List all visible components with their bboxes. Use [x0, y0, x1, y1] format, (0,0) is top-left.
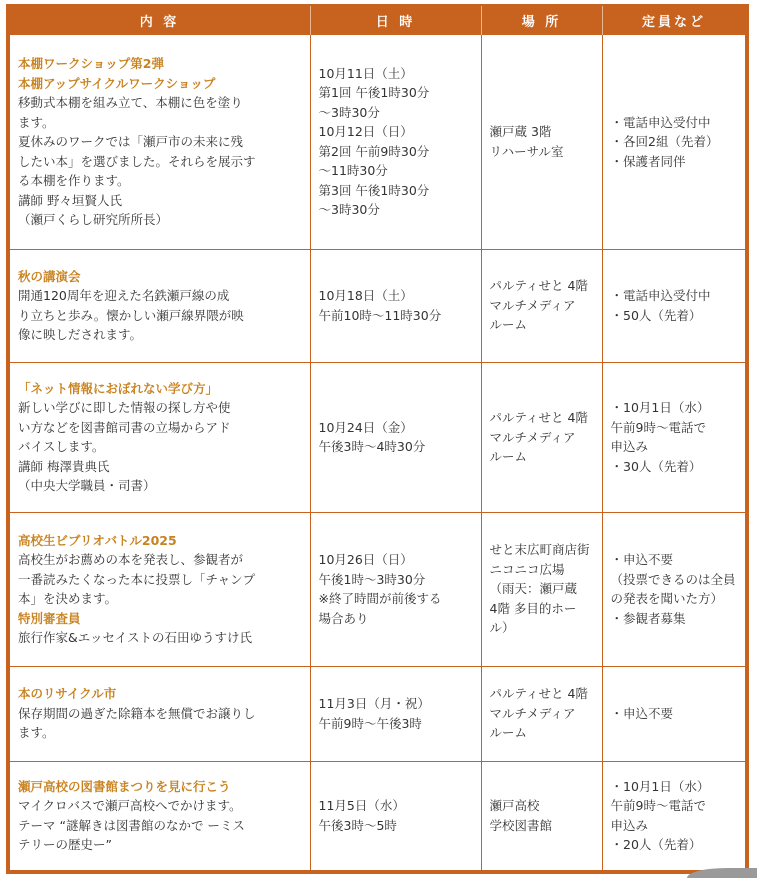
event-capacity-cell	[602, 35, 746, 250]
event-datetime-line: ～11時30分	[318, 163, 388, 179]
event-datetime-line: 午前9時～午後3時	[318, 715, 422, 731]
event-description-line: （中央大学職員・司書）	[18, 478, 156, 494]
event-place-line: 4階 多目的ホール）	[489, 600, 577, 636]
event-datetime-cell	[310, 35, 481, 250]
event-place-line: （雨天：瀬戸蔵	[489, 581, 578, 597]
event-capacity-line: 申込み	[610, 439, 649, 455]
event-capacity-cell	[602, 761, 746, 870]
event-content-cell	[10, 512, 311, 666]
event-description-line: バイスします。	[18, 439, 105, 455]
header-content: 内 容	[10, 6, 311, 35]
event-datetime-cell	[310, 761, 481, 870]
event-description-line: 一番読みたくなった本に投票し「チャンプ	[18, 571, 256, 587]
event-place-line: パルティせと 4階	[489, 278, 588, 294]
event-datetime-line: 第1回 午後1時30分	[318, 85, 430, 101]
event-place-line: パルティせと 4階	[489, 410, 588, 426]
event-datetime-cell	[310, 362, 481, 512]
table-row	[10, 35, 746, 250]
event-title: 「ネット情報におぼれない学び方」	[18, 380, 219, 396]
event-description-line: ます。	[18, 725, 55, 741]
event-place-line: 瀬戸蔵 3階	[489, 124, 552, 140]
event-datetime-line: 午後3時～4時30分	[318, 439, 426, 455]
event-datetime-line: 午後3時～5時	[318, 817, 397, 833]
event-place-line: せと末広町商店街	[489, 542, 590, 558]
event-description-line: 像に映しだされます。	[18, 327, 143, 343]
event-description-line: い方などを図書館司書の立場からアド	[18, 419, 231, 435]
event-capacity-line: ・50人（先着）	[610, 307, 702, 323]
table-row	[10, 512, 746, 666]
event-title: 秋の講演会	[18, 268, 81, 284]
event-datetime-line: 午前10時～11時30分	[318, 307, 442, 323]
event-place-line: 学校図書館	[489, 817, 553, 833]
event-description-line: る本棚を作ります。	[18, 173, 130, 189]
event-description-line: したい本」を選びました。それらを展示す	[18, 153, 256, 169]
event-place-line: マルチメディア	[489, 429, 576, 445]
event-title: 本棚アップサイクルワークショップ	[18, 75, 216, 91]
event-place-cell	[481, 362, 602, 512]
event-description-line: 新しい学びに即した情報の探し方や使	[18, 400, 231, 416]
event-place-cell	[481, 35, 602, 250]
event-capacity-cell	[602, 362, 746, 512]
event-description-line: 移動式本棚を組み立て、本棚に色を塗り	[18, 95, 243, 111]
event-place-line: ルーム	[489, 317, 528, 333]
event-datetime-line: 10月26日（日）	[318, 552, 413, 568]
event-capacity-line: ・20人（先着）	[610, 837, 702, 853]
event-datetime-cell	[310, 512, 481, 666]
event-place-line: ニコニコ広場	[489, 561, 565, 577]
header-capacity: 定員など	[602, 6, 746, 35]
event-description-line: 講師 野々垣賢人氏	[18, 192, 122, 208]
event-subheading: 特別審査員	[18, 610, 81, 626]
event-datetime-cell	[310, 249, 481, 362]
table-row	[10, 666, 746, 761]
event-place-line: マルチメディア	[489, 705, 576, 721]
event-description-line: 高校生がお薦めの本を発表し、参観者が	[18, 552, 244, 568]
event-capacity-line: ・参観者募集	[610, 610, 686, 626]
event-datetime-line: ～3時30分	[318, 202, 380, 218]
event-datetime-line: ※終了時間が前後する	[318, 591, 442, 607]
event-content-cell	[10, 35, 311, 250]
event-datetime-line: 10月24日（金）	[318, 419, 413, 435]
event-capacity-line: ・申込不要	[610, 705, 674, 721]
event-capacity-line: （投票できるのは全員	[610, 571, 736, 587]
event-datetime-line: 10月11日（土）	[318, 65, 413, 81]
event-description-line: 夏休みのワークでは「瀬戸市の未来に残	[18, 134, 244, 150]
event-description-line: 旅行作家&エッセイストの石田ゆうすけ氏	[18, 630, 252, 646]
event-datetime-line: 場合あり	[318, 610, 369, 626]
event-place-line: ルーム	[489, 449, 528, 465]
event-datetime-line: 10月12日（日）	[318, 124, 413, 140]
event-capacity-line: ・電話申込受付中	[610, 288, 711, 304]
event-place-line: ルーム	[489, 725, 528, 741]
event-title: 高校生ビブリオバトル2025	[18, 532, 177, 548]
event-content-cell	[10, 761, 311, 870]
event-datetime-cell	[310, 666, 481, 761]
event-capacity-cell	[602, 666, 746, 761]
event-capacity-line: 申込み	[610, 817, 649, 833]
event-capacity-line: ・30人（先着）	[610, 458, 702, 474]
event-place-cell	[481, 249, 602, 362]
event-place-cell	[481, 761, 602, 870]
event-datetime-line: 午後1時～3時30分	[318, 571, 426, 587]
event-capacity-line: ・各回2組（先着）	[610, 134, 719, 150]
event-capacity-line: の発表を聞いた方）	[610, 591, 724, 607]
event-capacity-line: ・電話申込受付中	[610, 114, 711, 130]
event-description-line: 保存期間の過ぎた除籍本を無償でお譲りし	[18, 705, 256, 721]
event-title: 本のリサイクル市	[18, 686, 117, 702]
header-datetime: 日 時	[310, 6, 481, 35]
event-table-frame	[6, 4, 749, 874]
event-title: 本棚ワークショップ第2弾	[18, 56, 164, 72]
event-description-line: 開通120周年を迎えた名鉄瀬戸線の成	[18, 288, 230, 304]
event-capacity-cell	[602, 249, 746, 362]
table-body	[10, 35, 746, 871]
table-row	[10, 761, 746, 870]
event-capacity-line: 午前9時～電話で	[610, 798, 706, 814]
event-content-cell	[10, 362, 311, 512]
event-description-line: ます。	[18, 114, 55, 130]
event-content-cell	[10, 249, 311, 362]
event-datetime-line: 11月5日（水）	[318, 798, 405, 814]
table-row	[10, 362, 746, 512]
event-capacity-line: ・10月1日（水）	[610, 778, 710, 794]
event-place-line: パルティせと 4階	[489, 686, 588, 702]
event-place-line: リハーサル室	[489, 143, 564, 159]
event-description-line: （瀬戸くらし研究所所長）	[18, 212, 169, 228]
table-header-row	[10, 6, 746, 35]
header-place: 場 所	[481, 6, 602, 35]
event-datetime-line: 11月3日（月・祝）	[318, 696, 430, 712]
event-description-line: テーマ “謎解きは図書館のなかで ーミス	[18, 817, 245, 833]
event-description-line: 講師 梅澤貴典氏	[18, 458, 110, 474]
event-datetime-line: 第3回 午後1時30分	[318, 182, 430, 198]
event-datetime-line: ～3時30分	[318, 104, 380, 120]
event-capacity-line: ・保護者同伴	[610, 153, 686, 169]
event-capacity-line: 午前9時～電話で	[610, 419, 706, 435]
event-description-line: テリーの歴史ー”	[18, 837, 112, 853]
event-place-line: マルチメディア	[489, 297, 576, 313]
event-table	[9, 6, 746, 871]
event-title: 瀬戸高校の図書館まつりを見に行こう	[18, 778, 231, 794]
table-row	[10, 249, 746, 362]
event-description-line: り立ちと歩み。懐かしい瀬戸線界隈が映	[18, 307, 244, 323]
event-capacity-line: ・申込不要	[610, 552, 674, 568]
event-description-line: マイクロバスで瀬戸高校へでかけます。	[18, 798, 242, 814]
event-capacity-cell	[602, 512, 746, 666]
event-datetime-line: 10月18日（土）	[318, 288, 413, 304]
event-description-line: 本」を決めます。	[18, 591, 118, 607]
event-content-cell	[10, 666, 311, 761]
event-place-line: 瀬戸高校	[489, 798, 540, 814]
event-place-cell	[481, 512, 602, 666]
event-capacity-line: ・10月1日（水）	[610, 400, 710, 416]
event-place-cell	[481, 666, 602, 761]
event-datetime-line: 第2回 午前9時30分	[318, 143, 430, 159]
